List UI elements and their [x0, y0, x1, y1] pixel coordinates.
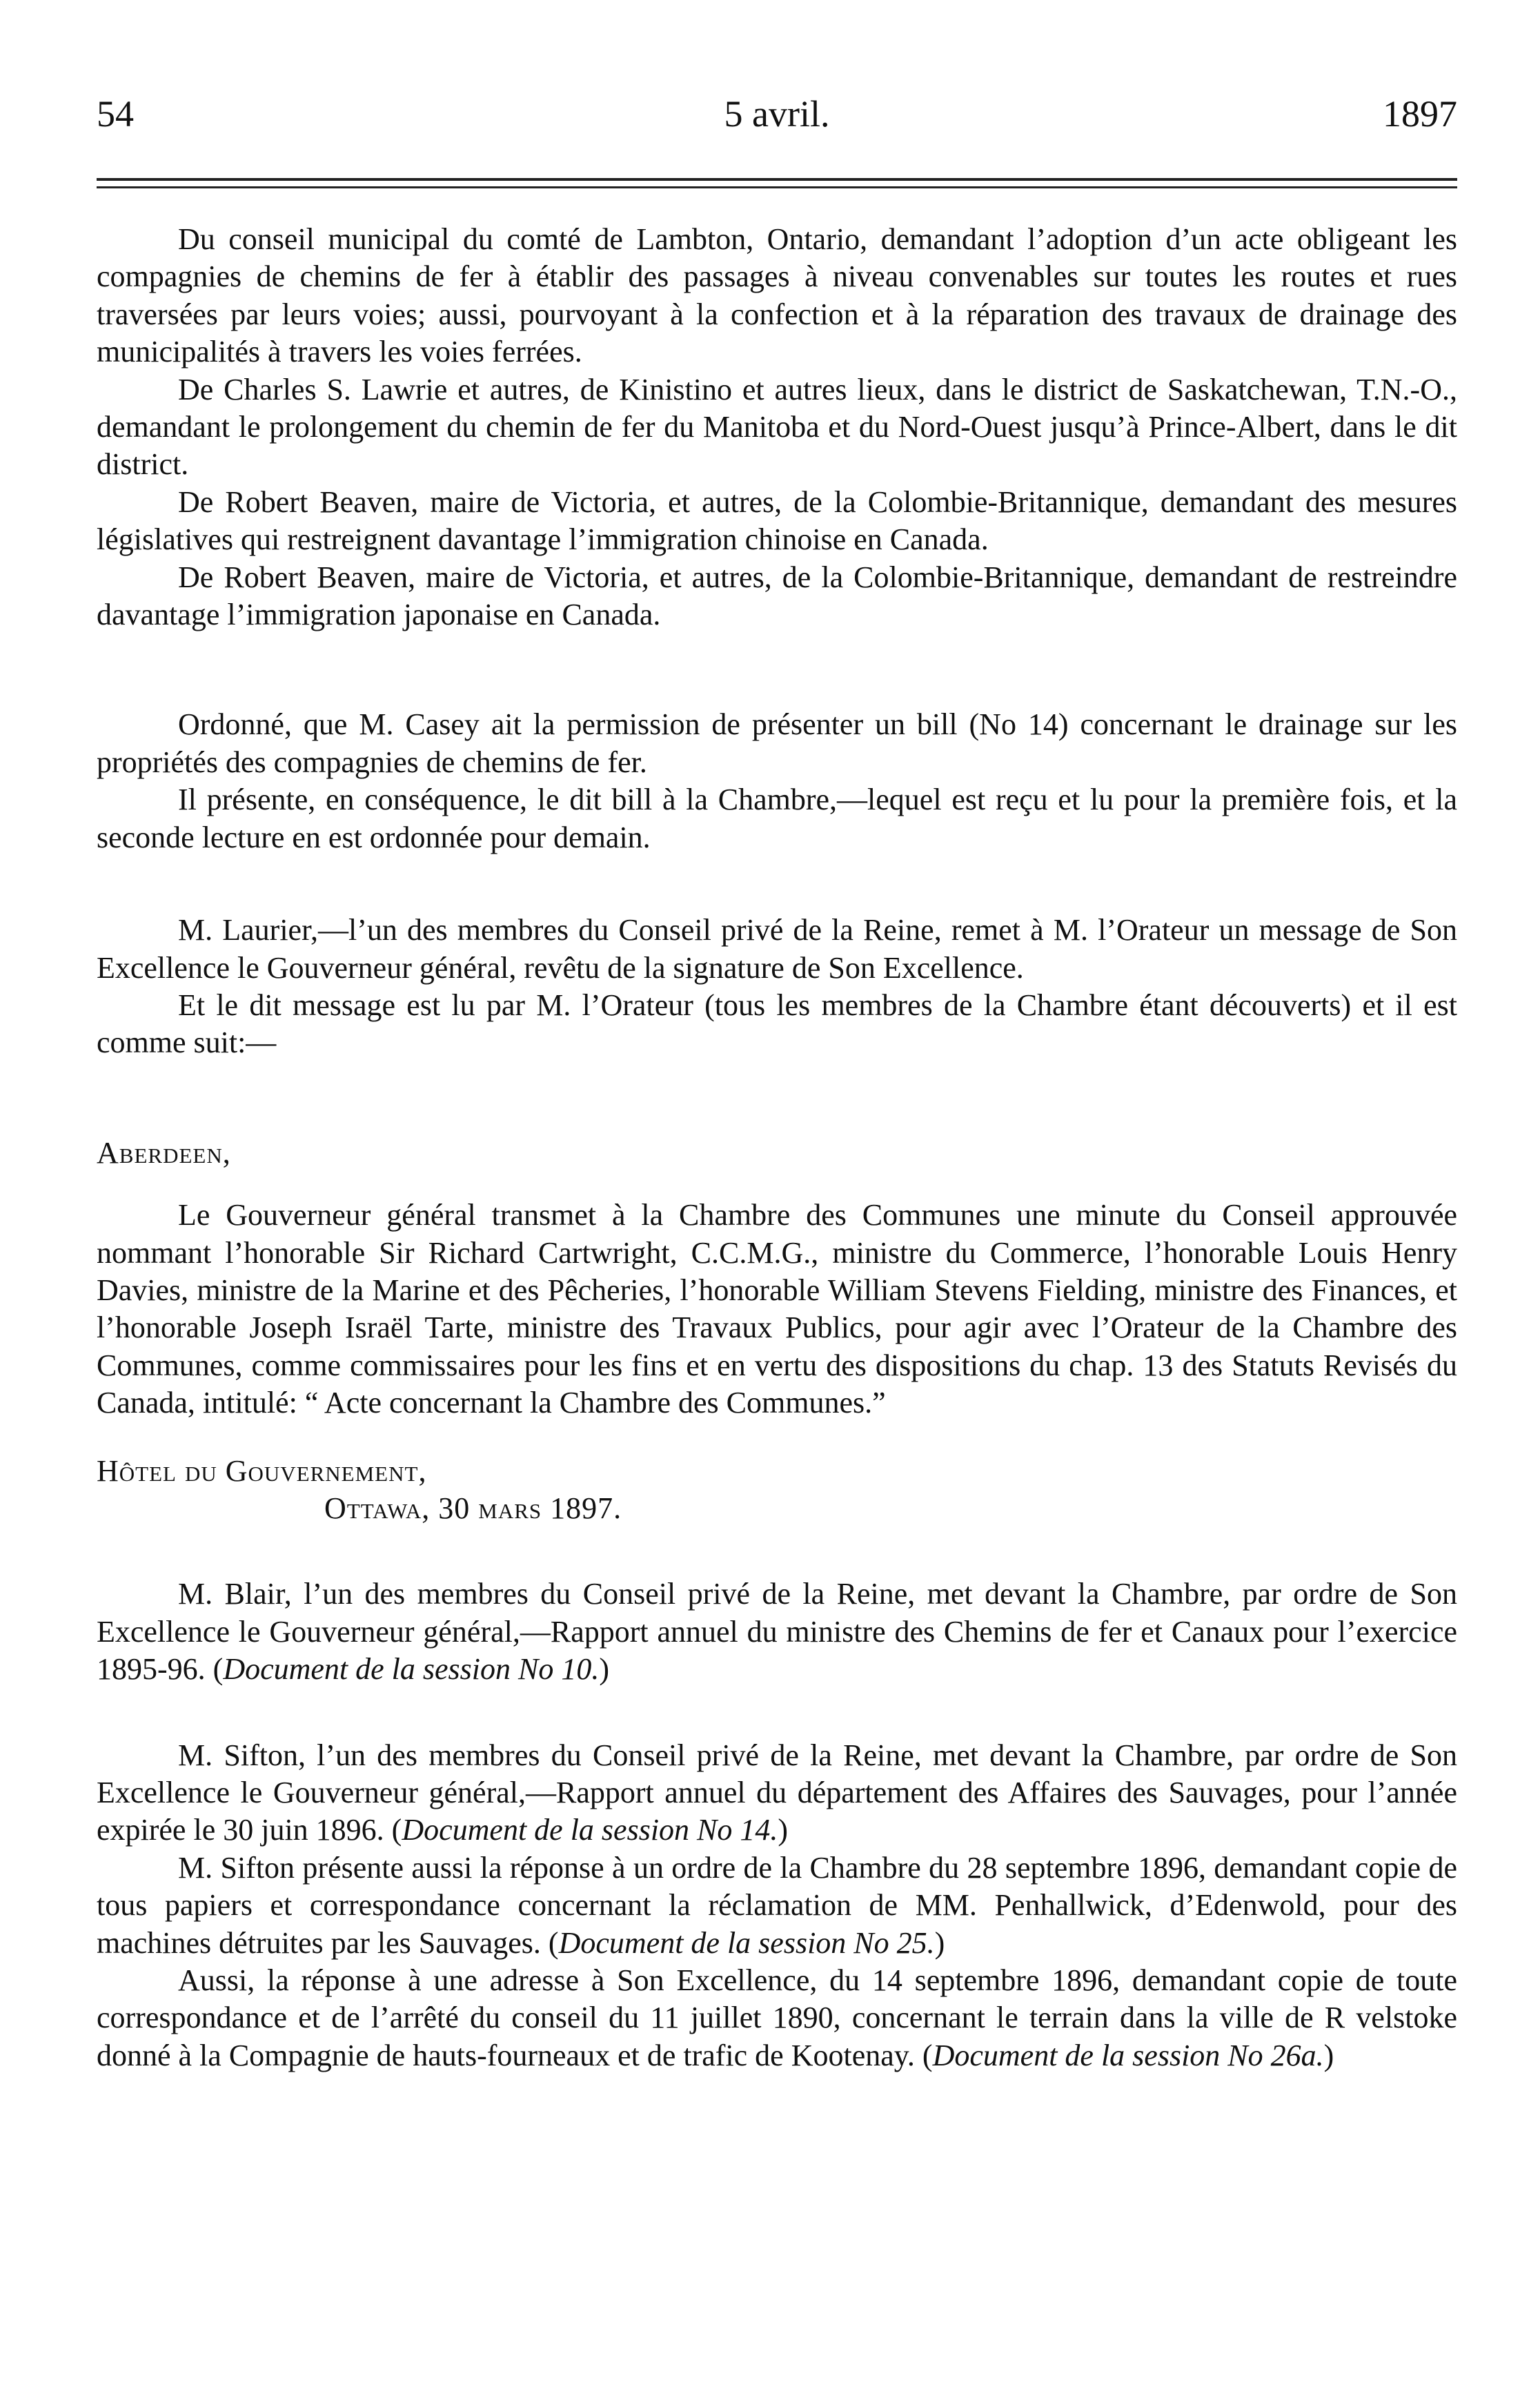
- sifton-revelstoke-doc-ref: Document de la session No 26a.: [932, 2038, 1324, 2072]
- spacer: [97, 634, 1457, 706]
- petition-beaven-chinese: De Robert Beaven, maire de Victoria, et autres, de la Colombie-Britannique, demandant des mesures législatives qui restreignent davantage l’immigration chinoise en Canada.: [97, 484, 1457, 557]
- spacer: [97, 1527, 1457, 1575]
- header-rule-bottom: [97, 186, 1457, 188]
- blair-doc-ref: Document de la session No 10.: [223, 1652, 600, 1687]
- spacer: [97, 1422, 1457, 1453]
- blair-report: [97, 1575, 1457, 1688]
- sifton-report-doc-ref: Document de la session No 14.: [402, 1813, 778, 1847]
- message-read: Et le dit message est lu par M. l’Orateur (tous les membres de la Chambre étant découverts) et il est comme suit:—: [97, 988, 1457, 1060]
- page-date: 5 avril.: [724, 93, 830, 135]
- sifton-penhallwick: M. Sifton présente aussi la réponse à un ordre de la Chambre du 28 septembre 1896, demandant copie de tous papiers et correspondance concernant la réclamation de MM. Penhallwick, d’Edenwold, pour des machines détruites par les Sauvages. (Document de la session No 25.): [97, 1850, 1457, 1960]
- spacer: [97, 1689, 1457, 1737]
- laurier-message-intro: M. Laurier,—l’un des membres du Conseil privé de la Reine, remet à M. l’Orateur un message de Son Excellence le Gouverneur général, revêtu de la signature de Son Excellence.: [97, 913, 1457, 985]
- petition-lawrie: De Charles S. Lawrie et autres, de Kinistino et autres lieux, dans le district de Saskatchewan, T.N.-O., demandant le prolongement du chemin de fer du Manitoba et du Nord-Ouest jusqu’à Prince-Albert, dans le dit district.: [97, 372, 1457, 482]
- bill-order: Ordonné, que M. Casey ait la permission de présenter un bill (No 14) concernant le drainage sur les propriétés des compagnies de chemins de fer.: [97, 707, 1457, 779]
- sifton-penhallwick-doc-ref: Document de la session No 25.: [558, 1925, 935, 1960]
- message-place: Hôtel du Gouvernement,: [97, 1453, 427, 1488]
- page-body: [97, 221, 1457, 2074]
- spacer: [97, 856, 1457, 912]
- blair-doc-open: (: [213, 1652, 224, 1687]
- governor-message: Le Gouverneur général transmet à la Chambre des Communes une minute du Conseil approuvée nommant l’honorable Sir Richard Cartwright, C.C.M.G., ministre du Commerce, l’honorable Louis Henry Davies, ministre de la Marine et des Pêcheries, l’honorable William Stevens Fielding, ministre des Finances, et l’honorable Joseph Israël Tarte, ministre des Travaux Publics, pour agir avec l’Orateur de la Chambre des Communes, comme commissaires pour les fins et en vertu des dispositions du chap. 13 des Statuts Revisés du Canada, intitulé: “ Acte concernant la Chambre des Communes.”: [97, 1198, 1457, 1420]
- sifton-report-text: M. Sifton, l’un des membres du Conseil privé de la Reine, met devant la Chambre, par ordre de Son Excellence le Gouverneur général,—Rapport annuel du département des Affaires des Sauvages, pour l’année expirée le 30 juin 1896.: [97, 1738, 1457, 1847]
- message-city-date: Ottawa, 30 mars 1897.: [324, 1491, 622, 1525]
- bill-first-reading: Il présente, en conséquence, le dit bill à la Chambre,—lequel est reçu et lu pour la première fois, et la seconde lecture en est ordonnée pour demain.: [97, 783, 1457, 854]
- header-rule-top: [97, 178, 1457, 181]
- petition-beaven-japanese: De Robert Beaven, maire de Victoria, et autres, de la Colombie-Britannique, demandant de restreindre davantage l’immigration japonaise en Canada.: [97, 560, 1457, 632]
- blair-report-text: M. Blair, l’un des membres du Conseil privé de la Reine, met devant la Chambre, par ordre de Son Excellence le Gouverneur général,—Rapport annuel du ministre des Chemins de fer et Canaux pour l’exercice 1895-96.: [97, 1577, 1457, 1687]
- sifton-penhallwick-text: M. Sifton présente aussi la réponse à un ordre de la Chambre du 28 septembre 1896, demandant copie de tous papiers et correspondance concernant la réclamation de MM. Penhallwick, d’Edenwold, pour des machines détruites par les Sauvages.: [97, 1850, 1457, 1960]
- page-number: 54: [97, 93, 134, 135]
- sifton-revelstoke-text: Aussi, la réponse à une adresse à Son Excellence, du 14 septembre 1896, demandant copie de toute correspondance et de l’arrêté du conseil du 11 juillet 1890, concernant le terrain dans la ville de R velstoke donné à la Compagnie de hauts-fourneaux et de trafic de Kootenay.: [97, 1963, 1457, 2072]
- page-year: 1897: [1383, 93, 1457, 135]
- spacer: [97, 1172, 1457, 1197]
- blair-doc-close: ): [599, 1652, 610, 1687]
- running-head: [97, 90, 1457, 138]
- petition-lambton: Du conseil municipal du comté de Lambton, Ontario, demandant l’adoption d’un acte obligeant les compagnies de chemins de fer à établir des passages à niveau convenables sur toutes les routes et rues traversées par leurs voies; aussi, pourvoyant à la confection et à la réparation des travaux de drainage des municipalités à travers les voies ferrées.: [97, 222, 1457, 369]
- sifton-revelstoke: Aussi, la réponse à une adresse à Son Excellence, du 14 septembre 1896, demandant copie de toute correspondance et de l’arrêté du conseil du 11 juillet 1890, concernant le terrain dans la ville de R velstoke donné à la Compagnie de hauts-fourneaux et de trafic de Kootenay. (Document de la session No 26a.): [97, 1963, 1457, 2072]
- sifton-report: M. Sifton, l’un des membres du Conseil privé de la Reine, met devant la Chambre, par ordre de Son Excellence le Gouverneur général,—Rapport annuel du département des Affaires des Sauvages, pour l’année expirée le 30 juin 1896. (Document de la session No 14.): [97, 1738, 1457, 1847]
- spacer: [97, 1062, 1457, 1135]
- governor-signature: Aberdeen,: [97, 1135, 231, 1170]
